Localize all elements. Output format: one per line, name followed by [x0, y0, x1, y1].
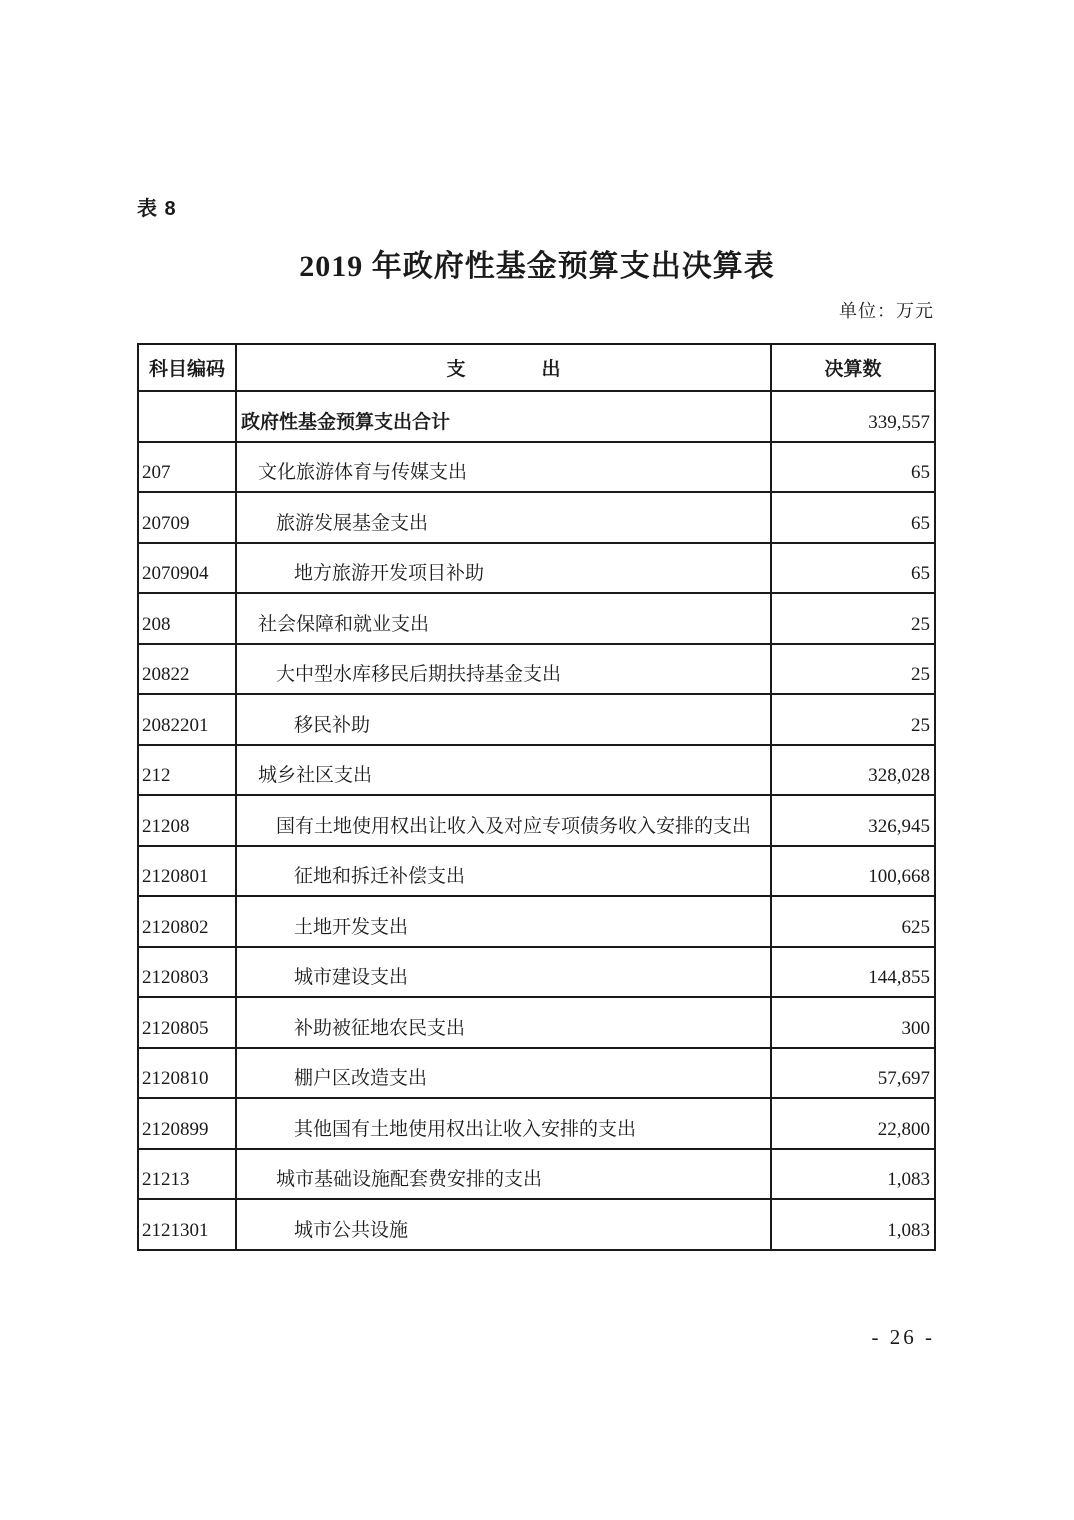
subject-code-cell: 20709: [138, 492, 236, 543]
subject-code-cell: 2070904: [138, 543, 236, 594]
table-row: [138, 1098, 935, 1149]
column-header-subject-code: 科目编码: [138, 344, 236, 391]
column-header-final-amount: 决算数: [771, 344, 935, 391]
expenditure-item-cell: 大中型水库移民后期扶持基金支出: [236, 644, 771, 695]
amount-cell: 25: [771, 644, 935, 695]
expenditure-item-cell: 城乡社区支出: [236, 745, 771, 796]
amount-cell: 300: [771, 997, 935, 1048]
expenditure-item-cell: 国有土地使用权出让收入及对应专项债务收入安排的支出: [236, 795, 771, 846]
amount-cell: 339,557: [771, 391, 935, 442]
amount-cell: 625: [771, 896, 935, 947]
table-row: [138, 1149, 935, 1200]
expenditure-item-cell: 移民补助: [236, 694, 771, 745]
expenditure-item-cell: 城市基础设施配套费安排的支出: [236, 1149, 771, 1200]
subject-code-cell: 2120899: [138, 1098, 236, 1149]
amount-cell: 25: [771, 694, 935, 745]
table-body: [138, 391, 935, 1250]
expenditure-item-cell: 补助被征地农民支出: [236, 997, 771, 1048]
table-row: [138, 442, 935, 493]
subject-code-cell: 21208: [138, 795, 236, 846]
table-row: [138, 997, 935, 1048]
amount-cell: 328,028: [771, 745, 935, 796]
table-header-row: [138, 344, 935, 391]
subject-code-cell: 20822: [138, 644, 236, 695]
table-row: [138, 947, 935, 998]
column-header-expenditure: 支 出: [236, 344, 771, 391]
subject-code-cell: 2120803: [138, 947, 236, 998]
expenditure-item-cell: 土地开发支出: [236, 896, 771, 947]
subject-code-cell: 2120805: [138, 997, 236, 1048]
amount-cell: 65: [771, 492, 935, 543]
expenditure-item-cell: 旅游发展基金支出: [236, 492, 771, 543]
table-row: [138, 644, 935, 695]
table-row: [138, 1199, 935, 1250]
amount-cell: 57,697: [771, 1048, 935, 1099]
table-number-label: 表 8: [137, 198, 177, 220]
page-title: 2019 年政府性基金预算支出决算表: [299, 250, 775, 283]
amount-cell: 100,668: [771, 846, 935, 897]
table-row: [138, 391, 935, 442]
expenditure-item-cell: 棚户区改造支出: [236, 1048, 771, 1099]
amount-cell: 65: [771, 442, 935, 493]
expenditure-item-cell: 地方旅游开发项目补助: [236, 543, 771, 594]
subject-code-cell: 208: [138, 593, 236, 644]
expenditure-item-cell: 征地和拆迁补偿支出: [236, 846, 771, 897]
subject-code-cell: 21213: [138, 1149, 236, 1200]
unit-note: 单位：万元: [839, 301, 934, 321]
expenditure-item-cell: 文化旅游体育与传媒支出: [236, 442, 771, 493]
table-row: [138, 846, 935, 897]
subject-code-cell: 2082201: [138, 694, 236, 745]
budget-table: [137, 343, 936, 1251]
table-row: [138, 1048, 935, 1099]
subject-code-cell: 2120810: [138, 1048, 236, 1099]
subject-code-cell: 212: [138, 745, 236, 796]
table-row: [138, 543, 935, 594]
amount-cell: 1,083: [771, 1199, 935, 1250]
table-row: [138, 492, 935, 543]
amount-cell: 22,800: [771, 1098, 935, 1149]
page-number: - 26 -: [871, 1325, 935, 1349]
subject-code-cell: 2120801: [138, 846, 236, 897]
subject-code-cell: [138, 391, 236, 442]
expenditure-item-cell: 政府性基金预算支出合计: [236, 391, 771, 442]
amount-cell: 326,945: [771, 795, 935, 846]
table-row: [138, 745, 935, 796]
expenditure-item-cell: 社会保障和就业支出: [236, 593, 771, 644]
subject-code-cell: 2120802: [138, 896, 236, 947]
expenditure-item-cell: 其他国有土地使用权出让收入安排的支出: [236, 1098, 771, 1149]
subject-code-cell: 2121301: [138, 1199, 236, 1250]
subject-code-cell: 207: [138, 442, 236, 493]
table-row: [138, 896, 935, 947]
table-row: [138, 593, 935, 644]
amount-cell: 1,083: [771, 1149, 935, 1200]
table-row: [138, 795, 935, 846]
table-row: [138, 694, 935, 745]
amount-cell: 144,855: [771, 947, 935, 998]
expenditure-item-cell: 城市建设支出: [236, 947, 771, 998]
expenditure-item-cell: 城市公共设施: [236, 1199, 771, 1250]
amount-cell: 25: [771, 593, 935, 644]
amount-cell: 65: [771, 543, 935, 594]
